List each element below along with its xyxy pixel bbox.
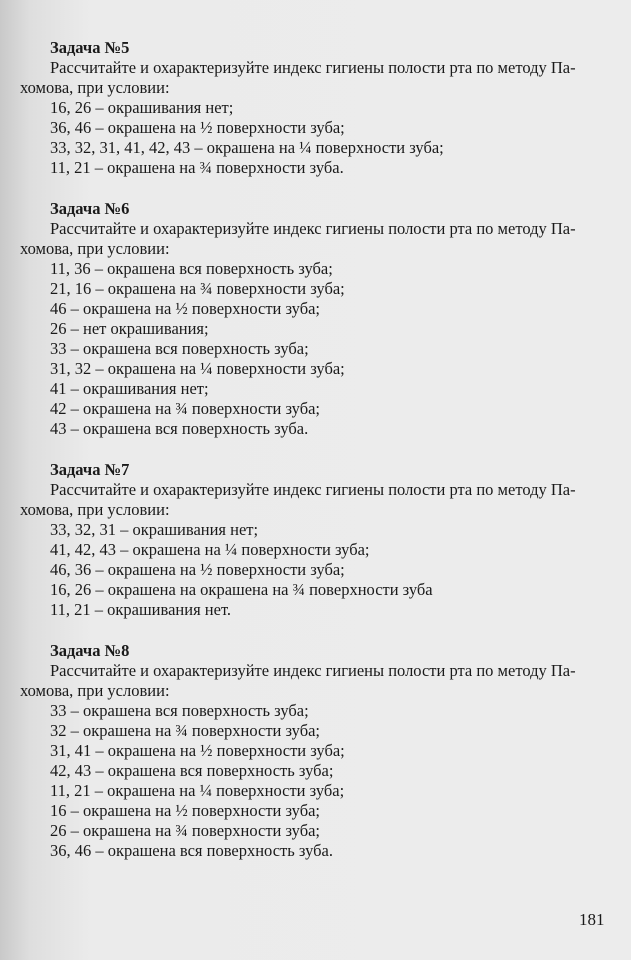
condition-item: 33 – окрашена вся поверхность зуба;: [50, 701, 309, 720]
intro-line: Рассчитайте и охарактеризуйте индекс гигиены полости рта по методу Па-: [50, 480, 576, 499]
intro-line: хомова, при условии:: [20, 239, 170, 258]
condition-item: 43 – окрашена вся поверхность зуба.: [50, 419, 309, 438]
condition-item: 26 – нет окрашивания;: [50, 319, 209, 338]
intro-line: хомова, при условии:: [20, 500, 170, 519]
condition-item: 46 – окрашена на ½ поверхности зуба;: [50, 299, 321, 318]
intro-line: хомова, при условии:: [20, 78, 170, 97]
condition-item: 46, 36 – окрашена на ½ поверхности зуба;: [50, 560, 345, 579]
task-title: Задача №8: [50, 641, 130, 660]
condition-item: 42 – окрашена на ¾ поверхности зуба;: [50, 399, 321, 418]
condition-item: 33, 32, 31 – окрашивания нет;: [50, 520, 259, 539]
task-intro: [20, 219, 612, 259]
task-intro: [20, 661, 612, 701]
task-8: [20, 641, 612, 861]
condition-item: 41 – окрашивания нет;: [50, 379, 209, 398]
condition-item: 11, 21 – окрашена на ¾ поверхности зуба.: [50, 158, 344, 177]
condition-list: [20, 98, 612, 178]
condition-list: [20, 520, 612, 620]
task-title: Задача №7: [50, 460, 130, 479]
intro-line: Рассчитайте и охарактеризуйте индекс гигиены полости рта по методу Па-: [50, 219, 576, 238]
task-title: Задача №5: [50, 38, 130, 57]
condition-item: 21, 16 – окрашена на ¾ поверхности зуба;: [50, 279, 345, 298]
condition-list: [20, 259, 612, 439]
task-intro: [20, 58, 612, 98]
condition-item: 42, 43 – окрашена вся поверхность зуба;: [50, 761, 334, 780]
condition-item: 36, 46 – окрашена на ½ поверхности зуба;: [50, 118, 345, 137]
condition-item: 41, 42, 43 – окрашена на ¼ поверхности зуба;: [50, 540, 370, 559]
condition-list: [20, 701, 612, 861]
intro-line: Рассчитайте и охарактеризуйте индекс гигиены полости рта по методу Па-: [50, 661, 576, 680]
condition-item: 33, 32, 31, 41, 42, 43 – окрашена на ¼ поверхности зуба;: [50, 138, 444, 157]
condition-item: 36, 46 – окрашена вся поверхность зуба.: [50, 841, 333, 860]
condition-item: 16, 26 – окрашена на окрашена на ¾ поверхности зуба: [50, 580, 433, 599]
page-number: 181: [579, 910, 605, 929]
condition-item: 32 – окрашена на ¾ поверхности зуба;: [50, 721, 321, 740]
task-title: Задача №6: [50, 199, 130, 218]
condition-item: 16, 26 – окрашивания нет;: [50, 98, 234, 117]
task-7: [20, 460, 612, 620]
condition-item: 33 – окрашена вся поверхность зуба;: [50, 339, 309, 358]
intro-line: хомова, при условии:: [20, 681, 170, 700]
intro-line: Рассчитайте и охарактеризуйте индекс гигиены полости рта по методу Па-: [50, 58, 576, 77]
task-5: [20, 38, 612, 178]
task-6: [20, 199, 612, 439]
condition-item: 11, 21 – окрашивания нет.: [50, 600, 232, 619]
condition-item: 31, 41 – окрашена на ½ поверхности зуба;: [50, 741, 345, 760]
condition-item: 31, 32 – окрашена на ¼ поверхности зуба;: [50, 359, 345, 378]
condition-item: 26 – окрашена на ¾ поверхности зуба;: [50, 821, 321, 840]
condition-item: 16 – окрашена на ½ поверхности зуба;: [50, 801, 321, 820]
condition-item: 11, 36 – окрашена вся поверхность зуба;: [50, 259, 333, 278]
condition-item: 11, 21 – окрашена на ¼ поверхности зуба;: [50, 781, 345, 800]
task-intro: [20, 480, 612, 520]
